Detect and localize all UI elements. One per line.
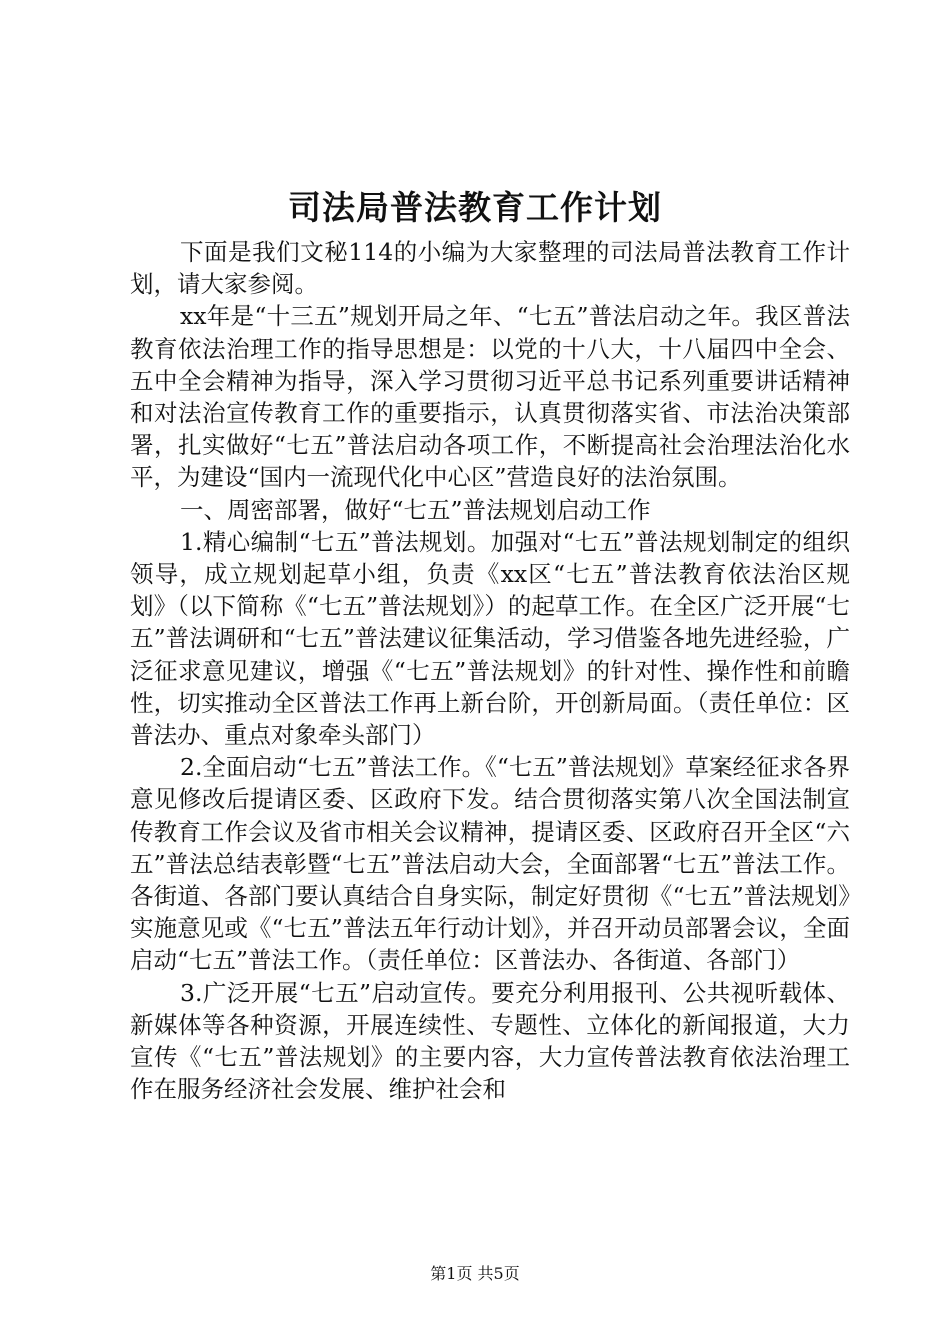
page-number-footer: 第1页 共5页 — [430, 1264, 520, 1283]
item-paragraph-2: 2.全面启动“七五”普法工作。《“七五”普法规划》草案经征求各界意见修改后提请区委、区政府下发。结合贯彻落实第八次全国法制宣传教育工作会议及省市相关会议精神，提请区委、区政府召开全区“六五”普法总结表彰暨“七五”普法启动大会，全面部署“七五”普法工作。各街道、各部门要认真结合自身实际，制定好贯彻《“七五”普法规划》实施意见或《“七五”普法五年行动计划》，并召开动员部署会议，全面启动“七五”普法工作。（责任单位：区普法办、各街道、各部门） — [130, 753, 850, 975]
section-heading-1: 一、周密部署，做好“七五”普法规划启动工作 — [180, 495, 651, 524]
item-paragraph-1: 1.精心编制“七五”普法规划。加强对“七五”普法规划制定的组织领导，成立规划起草小组，负责《xx区“七五”普法教育依法治区规划》（以下简称《“七五”普法规划》）的起草工作。在全区广泛开展“七五”普法调研和“七五”普法建议征集活动，学习借鉴各地先进经验，广泛征求意见建议，增强《“七五”普法规划》的针对性、操作性和前瞻性，切实推动全区普法工作再上新台阶，开创新局面。（责任单位：区普法办、重点对象牵头部门） — [130, 527, 850, 750]
intro-paragraph: 下面是我们文秘114的小编为大家整理的司法局普法教育工作计划，请大家参阅。 — [130, 238, 850, 299]
item-paragraph-3: 3.广泛开展“七五”启动宣传。要充分利用报刊、公共视听载体、新媒体等各种资源，开展连续性、专题性、立体化的新闻报道，大力宣传《“七五”普法规划》的主要内容，大力宣传普法教育依法治理工作在服务经济社会发展、维护社会和 — [130, 978, 850, 1104]
document-title: 司法局普法教育工作计划 — [288, 188, 662, 227]
document-body — [130, 236, 850, 1105]
guiding-ideology-paragraph: xx年是“十三五”规划开局之年、“七五”普法启动之年。我区普法教育依法治理工作的指导思想是：以党的十八大，十八届四中全会、五中全会精神为指导，深入学习贯彻习近平总书记系列重要讲话精神和对法治宣传教育工作的重要指示，认真贯彻落实省、市法治决策部署，扎实做好“七五”普法启动各项工作，不断提高社会治理法治化水平，为建设“国内一流现代化中心区”营造良好的法治氛围。 — [130, 302, 850, 492]
